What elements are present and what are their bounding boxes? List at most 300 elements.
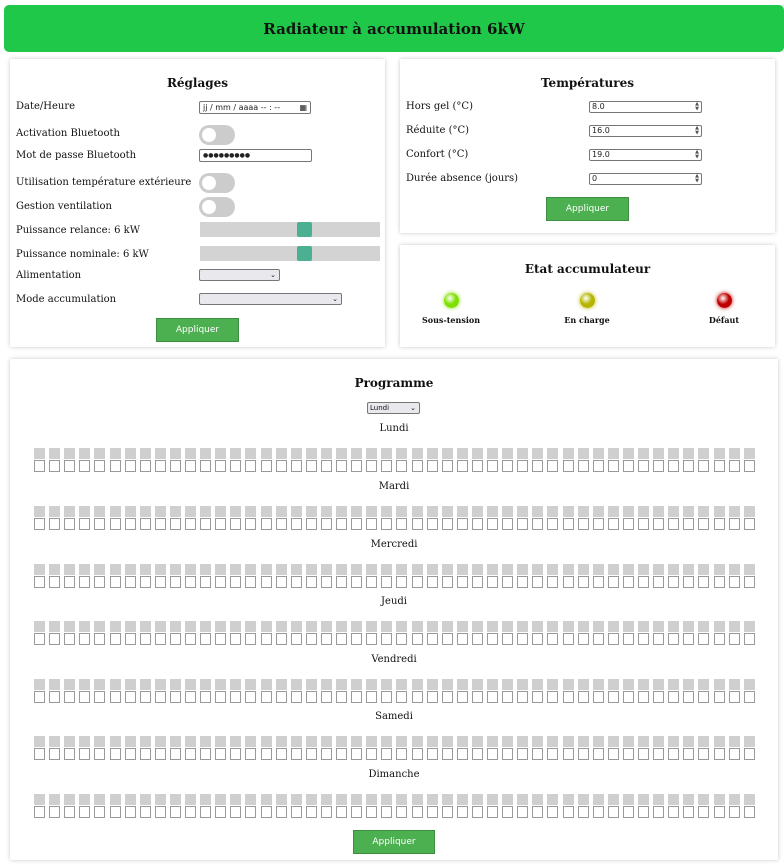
slot-toggle[interactable] <box>714 794 725 805</box>
schedule-slot[interactable] <box>396 564 407 588</box>
slot-toggle[interactable] <box>185 794 196 805</box>
schedule-slot[interactable] <box>94 564 105 588</box>
slot-toggle[interactable] <box>185 448 196 459</box>
slot-checkbox[interactable] <box>714 633 725 645</box>
slot-checkbox[interactable] <box>276 691 287 703</box>
slot-checkbox[interactable] <box>291 460 302 472</box>
slot-checkbox[interactable] <box>34 633 45 645</box>
schedule-slot[interactable] <box>396 621 407 645</box>
schedule-slot[interactable] <box>306 621 317 645</box>
schedule-slot[interactable] <box>668 794 679 818</box>
slot-checkbox[interactable] <box>200 748 211 760</box>
slot-checkbox[interactable] <box>230 633 241 645</box>
slot-toggle[interactable] <box>547 448 558 459</box>
slot-toggle[interactable] <box>94 564 105 575</box>
schedule-slot[interactable] <box>351 679 362 703</box>
slot-toggle[interactable] <box>200 564 211 575</box>
slot-checkbox[interactable] <box>230 691 241 703</box>
slot-checkbox[interactable] <box>593 633 604 645</box>
slot-toggle[interactable] <box>683 794 694 805</box>
slot-checkbox[interactable] <box>487 691 498 703</box>
schedule-slot[interactable] <box>668 506 679 530</box>
slot-toggle[interactable] <box>230 794 241 805</box>
slot-checkbox[interactable] <box>321 518 332 530</box>
slot-toggle[interactable] <box>668 679 679 690</box>
slot-checkbox[interactable] <box>668 633 679 645</box>
schedule-slot[interactable] <box>34 448 45 472</box>
schedule-slot[interactable] <box>698 679 709 703</box>
slot-toggle[interactable] <box>638 564 649 575</box>
slot-toggle[interactable] <box>396 564 407 575</box>
slot-checkbox[interactable] <box>94 460 105 472</box>
slot-checkbox[interactable] <box>381 806 392 818</box>
schedule-slot[interactable] <box>155 564 166 588</box>
slot-checkbox[interactable] <box>321 633 332 645</box>
slot-toggle[interactable] <box>427 448 438 459</box>
slot-toggle[interactable] <box>698 679 709 690</box>
slot-toggle[interactable] <box>412 621 423 632</box>
schedule-slot[interactable] <box>49 736 60 760</box>
slot-checkbox[interactable] <box>608 518 619 530</box>
slot-toggle[interactable] <box>140 736 151 747</box>
schedule-slot[interactable] <box>49 679 60 703</box>
schedule-slot[interactable] <box>608 794 619 818</box>
slot-checkbox[interactable] <box>155 691 166 703</box>
slot-checkbox[interactable] <box>276 633 287 645</box>
slot-checkbox[interactable] <box>306 748 317 760</box>
slot-toggle[interactable] <box>563 506 574 517</box>
slot-toggle[interactable] <box>517 564 528 575</box>
slot-checkbox[interactable] <box>487 576 498 588</box>
slot-toggle[interactable] <box>351 506 362 517</box>
schedule-slot[interactable] <box>487 564 498 588</box>
schedule-slot[interactable] <box>215 736 226 760</box>
slot-checkbox[interactable] <box>291 806 302 818</box>
slot-checkbox[interactable] <box>261 806 272 818</box>
schedule-slot[interactable] <box>351 448 362 472</box>
calendar-icon[interactable]: ▦ <box>299 103 307 112</box>
slot-toggle[interactable] <box>170 736 181 747</box>
schedule-slot[interactable] <box>502 679 513 703</box>
slot-checkbox[interactable] <box>215 691 226 703</box>
slot-toggle[interactable] <box>472 736 483 747</box>
slot-checkbox[interactable] <box>155 748 166 760</box>
slot-checkbox[interactable] <box>714 691 725 703</box>
slot-checkbox[interactable] <box>336 691 347 703</box>
slot-checkbox[interactable] <box>306 691 317 703</box>
slot-toggle[interactable] <box>547 794 558 805</box>
schedule-slot[interactable] <box>442 621 453 645</box>
schedule-slot[interactable] <box>547 448 558 472</box>
slot-checkbox[interactable] <box>623 806 634 818</box>
schedule-slot[interactable] <box>638 448 649 472</box>
slot-toggle[interactable] <box>49 794 60 805</box>
schedule-slot[interactable] <box>79 448 90 472</box>
slot-toggle[interactable] <box>64 448 75 459</box>
slot-checkbox[interactable] <box>714 460 725 472</box>
slot-toggle[interactable] <box>668 448 679 459</box>
slot-toggle[interactable] <box>276 736 287 747</box>
slot-checkbox[interactable] <box>381 748 392 760</box>
slot-checkbox[interactable] <box>517 460 528 472</box>
slot-checkbox[interactable] <box>457 518 468 530</box>
slot-toggle[interactable] <box>261 736 272 747</box>
slot-checkbox[interactable] <box>472 460 483 472</box>
schedule-slot[interactable] <box>593 736 604 760</box>
slot-checkbox[interactable] <box>396 460 407 472</box>
slot-checkbox[interactable] <box>653 748 664 760</box>
slot-toggle[interactable] <box>653 621 664 632</box>
schedule-slot[interactable] <box>276 564 287 588</box>
schedule-slot[interactable] <box>638 621 649 645</box>
slot-toggle[interactable] <box>34 564 45 575</box>
slot-toggle[interactable] <box>683 679 694 690</box>
slot-checkbox[interactable] <box>593 518 604 530</box>
schedule-slot[interactable] <box>245 506 256 530</box>
slot-checkbox[interactable] <box>230 806 241 818</box>
slot-toggle[interactable] <box>472 564 483 575</box>
slot-toggle[interactable] <box>729 506 740 517</box>
slot-checkbox[interactable] <box>291 518 302 530</box>
slot-toggle[interactable] <box>261 679 272 690</box>
slot-checkbox[interactable] <box>683 518 694 530</box>
slot-checkbox[interactable] <box>110 748 121 760</box>
ventilation-toggle[interactable] <box>199 197 235 217</box>
slot-checkbox[interactable] <box>94 691 105 703</box>
schedule-slot[interactable] <box>155 736 166 760</box>
schedule-slot[interactable] <box>110 564 121 588</box>
schedule-slot[interactable] <box>412 736 423 760</box>
schedule-slot[interactable] <box>578 794 589 818</box>
slot-toggle[interactable] <box>623 564 634 575</box>
slot-checkbox[interactable] <box>170 806 181 818</box>
schedule-slot[interactable] <box>351 506 362 530</box>
spinner-icon[interactable]: ▲ ▼ <box>695 101 699 112</box>
slot-checkbox[interactable] <box>457 691 468 703</box>
slot-toggle[interactable] <box>291 736 302 747</box>
slot-toggle[interactable] <box>578 794 589 805</box>
schedule-slot[interactable] <box>291 564 302 588</box>
slot-checkbox[interactable] <box>396 806 407 818</box>
schedule-slot[interactable] <box>698 621 709 645</box>
schedule-slot[interactable] <box>396 794 407 818</box>
slot-checkbox[interactable] <box>170 748 181 760</box>
slot-checkbox[interactable] <box>245 806 256 818</box>
slot-checkbox[interactable] <box>623 691 634 703</box>
slot-toggle[interactable] <box>49 679 60 690</box>
slot-toggle[interactable] <box>321 564 332 575</box>
slot-toggle[interactable] <box>79 621 90 632</box>
schedule-slot[interactable] <box>366 448 377 472</box>
schedule-slot[interactable] <box>200 679 211 703</box>
slot-toggle[interactable] <box>472 506 483 517</box>
schedule-slot[interactable] <box>487 621 498 645</box>
slot-toggle[interactable] <box>412 679 423 690</box>
slot-toggle[interactable] <box>49 506 60 517</box>
slot-checkbox[interactable] <box>412 691 423 703</box>
slot-checkbox[interactable] <box>517 806 528 818</box>
schedule-slot[interactable] <box>125 564 136 588</box>
slot-toggle[interactable] <box>472 621 483 632</box>
slot-checkbox[interactable] <box>502 748 513 760</box>
slot-checkbox[interactable] <box>729 806 740 818</box>
slot-toggle[interactable] <box>653 448 664 459</box>
schedule-slot[interactable] <box>79 506 90 530</box>
slot-checkbox[interactable] <box>245 748 256 760</box>
slot-checkbox[interactable] <box>381 633 392 645</box>
slot-checkbox[interactable] <box>381 576 392 588</box>
slot-checkbox[interactable] <box>698 518 709 530</box>
schedule-slot[interactable] <box>608 506 619 530</box>
slot-toggle[interactable] <box>442 736 453 747</box>
slot-toggle[interactable] <box>563 564 574 575</box>
schedule-slot[interactable] <box>442 736 453 760</box>
schedule-slot[interactable] <box>729 621 740 645</box>
slot-toggle[interactable] <box>714 506 725 517</box>
slot-checkbox[interactable] <box>396 576 407 588</box>
slot-toggle[interactable] <box>321 621 332 632</box>
schedule-slot[interactable] <box>412 794 423 818</box>
slot-toggle[interactable] <box>49 448 60 459</box>
slot-checkbox[interactable] <box>125 691 136 703</box>
slot-checkbox[interactable] <box>261 691 272 703</box>
schedule-slot[interactable] <box>261 564 272 588</box>
slot-checkbox[interactable] <box>49 576 60 588</box>
slot-checkbox[interactable] <box>668 691 679 703</box>
schedule-slot[interactable] <box>94 506 105 530</box>
slot-toggle[interactable] <box>215 564 226 575</box>
schedule-slot[interactable] <box>336 794 347 818</box>
slot-checkbox[interactable] <box>336 518 347 530</box>
slot-checkbox[interactable] <box>563 633 574 645</box>
schedule-slot[interactable] <box>125 448 136 472</box>
schedule-slot[interactable] <box>306 794 317 818</box>
slot-toggle[interactable] <box>366 621 377 632</box>
schedule-slot[interactable] <box>381 564 392 588</box>
schedule-slot[interactable] <box>306 448 317 472</box>
schedule-slot[interactable] <box>140 679 151 703</box>
slot-checkbox[interactable] <box>230 460 241 472</box>
slot-toggle[interactable] <box>427 736 438 747</box>
slot-checkbox[interactable] <box>351 518 362 530</box>
slot-checkbox[interactable] <box>79 806 90 818</box>
slot-checkbox[interactable] <box>427 518 438 530</box>
slot-toggle[interactable] <box>79 506 90 517</box>
schedule-slot[interactable] <box>170 736 181 760</box>
slot-toggle[interactable] <box>155 564 166 575</box>
slot-checkbox[interactable] <box>608 576 619 588</box>
slot-toggle[interactable] <box>683 506 694 517</box>
slot-toggle[interactable] <box>698 564 709 575</box>
slot-checkbox[interactable] <box>49 460 60 472</box>
slot-toggle[interactable] <box>517 621 528 632</box>
schedule-slot[interactable] <box>623 621 634 645</box>
schedule-slot[interactable] <box>306 564 317 588</box>
schedule-slot[interactable] <box>276 794 287 818</box>
slot-toggle[interactable] <box>578 679 589 690</box>
schedule-slot[interactable] <box>457 679 468 703</box>
schedule-slot[interactable] <box>593 621 604 645</box>
slot-toggle[interactable] <box>487 679 498 690</box>
schedule-slot[interactable] <box>427 736 438 760</box>
schedule-slot[interactable] <box>64 794 75 818</box>
slot-checkbox[interactable] <box>291 748 302 760</box>
slot-toggle[interactable] <box>366 506 377 517</box>
slot-toggle[interactable] <box>532 448 543 459</box>
slot-checkbox[interactable] <box>94 576 105 588</box>
slot-toggle[interactable] <box>427 621 438 632</box>
slot-toggle[interactable] <box>502 679 513 690</box>
slot-toggle[interactable] <box>64 736 75 747</box>
schedule-slot[interactable] <box>34 679 45 703</box>
schedule-slot[interactable] <box>457 794 468 818</box>
schedule-slot[interactable] <box>64 736 75 760</box>
slot-toggle[interactable] <box>261 448 272 459</box>
slot-toggle[interactable] <box>381 621 392 632</box>
schedule-slot[interactable] <box>578 621 589 645</box>
schedule-slot[interactable] <box>698 448 709 472</box>
schedule-slot[interactable] <box>593 564 604 588</box>
slot-checkbox[interactable] <box>638 518 649 530</box>
mode-select[interactable] <box>199 293 342 305</box>
slot-checkbox[interactable] <box>427 576 438 588</box>
schedule-slot[interactable] <box>64 506 75 530</box>
slot-toggle[interactable] <box>245 621 256 632</box>
slot-checkbox[interactable] <box>563 691 574 703</box>
slot-checkbox[interactable] <box>714 748 725 760</box>
schedule-slot[interactable] <box>125 794 136 818</box>
schedule-slot[interactable] <box>472 794 483 818</box>
slot-toggle[interactable] <box>34 621 45 632</box>
schedule-slot[interactable] <box>532 621 543 645</box>
ext-temp-toggle[interactable] <box>199 173 235 193</box>
schedule-slot[interactable] <box>683 448 694 472</box>
slot-toggle[interactable] <box>578 448 589 459</box>
slot-checkbox[interactable] <box>110 691 121 703</box>
slot-checkbox[interactable] <box>215 460 226 472</box>
schedule-slot[interactable] <box>79 679 90 703</box>
slot-checkbox[interactable] <box>668 518 679 530</box>
slot-checkbox[interactable] <box>125 576 136 588</box>
slot-checkbox[interactable] <box>578 460 589 472</box>
schedule-slot[interactable] <box>608 564 619 588</box>
slot-checkbox[interactable] <box>336 576 347 588</box>
slot-checkbox[interactable] <box>34 806 45 818</box>
slot-toggle[interactable] <box>547 621 558 632</box>
schedule-slot[interactable] <box>593 794 604 818</box>
schedule-slot[interactable] <box>547 736 558 760</box>
slot-toggle[interactable] <box>200 679 211 690</box>
slot-checkbox[interactable] <box>245 576 256 588</box>
schedule-slot[interactable] <box>49 564 60 588</box>
slot-toggle[interactable] <box>698 448 709 459</box>
schedule-slot[interactable] <box>744 679 755 703</box>
slot-checkbox[interactable] <box>276 460 287 472</box>
schedule-slot[interactable] <box>185 621 196 645</box>
schedule-slot[interactable] <box>683 736 694 760</box>
slot-toggle[interactable] <box>351 564 362 575</box>
slot-toggle[interactable] <box>457 679 468 690</box>
slot-checkbox[interactable] <box>442 576 453 588</box>
slot-checkbox[interactable] <box>714 518 725 530</box>
slot-checkbox[interactable] <box>336 748 347 760</box>
slot-checkbox[interactable] <box>200 806 211 818</box>
schedule-slot[interactable] <box>517 564 528 588</box>
slot-checkbox[interactable] <box>200 460 211 472</box>
slot-toggle[interactable] <box>744 506 755 517</box>
slot-checkbox[interactable] <box>698 691 709 703</box>
slot-toggle[interactable] <box>412 794 423 805</box>
schedule-slot[interactable] <box>638 794 649 818</box>
slot-checkbox[interactable] <box>49 806 60 818</box>
slot-checkbox[interactable] <box>64 460 75 472</box>
slot-toggle[interactable] <box>125 506 136 517</box>
slot-toggle[interactable] <box>396 679 407 690</box>
schedule-slot[interactable] <box>140 736 151 760</box>
schedule-slot[interactable] <box>49 621 60 645</box>
schedule-slot[interactable] <box>653 621 664 645</box>
slot-toggle[interactable] <box>457 564 468 575</box>
slot-toggle[interactable] <box>170 506 181 517</box>
slot-toggle[interactable] <box>578 621 589 632</box>
slot-checkbox[interactable] <box>457 806 468 818</box>
slot-toggle[interactable] <box>608 564 619 575</box>
slot-toggle[interactable] <box>381 679 392 690</box>
slot-checkbox[interactable] <box>623 460 634 472</box>
slot-toggle[interactable] <box>79 564 90 575</box>
schedule-slot[interactable] <box>698 506 709 530</box>
slot-toggle[interactable] <box>200 621 211 632</box>
slot-checkbox[interactable] <box>215 633 226 645</box>
slot-checkbox[interactable] <box>125 518 136 530</box>
slot-toggle[interactable] <box>457 621 468 632</box>
slot-toggle[interactable] <box>230 679 241 690</box>
slot-toggle[interactable] <box>276 679 287 690</box>
schedule-slot[interactable] <box>668 621 679 645</box>
datetime-input[interactable] <box>199 101 311 114</box>
slot-checkbox[interactable] <box>185 691 196 703</box>
slot-checkbox[interactable] <box>744 576 755 588</box>
schedule-slot[interactable] <box>245 794 256 818</box>
slot-toggle[interactable] <box>49 564 60 575</box>
schedule-slot[interactable] <box>381 679 392 703</box>
slot-toggle[interactable] <box>336 448 347 459</box>
slot-toggle[interactable] <box>472 448 483 459</box>
slot-toggle[interactable] <box>442 794 453 805</box>
schedule-slot[interactable] <box>744 736 755 760</box>
schedule-slot[interactable] <box>532 736 543 760</box>
slot-checkbox[interactable] <box>110 633 121 645</box>
schedule-slot[interactable] <box>442 448 453 472</box>
program-apply-button[interactable]: Appliquer <box>353 830 435 854</box>
slot-checkbox[interactable] <box>729 460 740 472</box>
slot-toggle[interactable] <box>623 736 634 747</box>
schedule-slot[interactable] <box>683 679 694 703</box>
slot-toggle[interactable] <box>261 621 272 632</box>
slot-toggle[interactable] <box>140 621 151 632</box>
schedule-slot[interactable] <box>578 506 589 530</box>
slot-checkbox[interactable] <box>563 806 574 818</box>
slot-checkbox[interactable] <box>744 691 755 703</box>
schedule-slot[interactable] <box>185 448 196 472</box>
slot-toggle[interactable] <box>200 448 211 459</box>
slot-checkbox[interactable] <box>457 633 468 645</box>
slot-toggle[interactable] <box>729 679 740 690</box>
schedule-slot[interactable] <box>396 506 407 530</box>
slot-toggle[interactable] <box>412 736 423 747</box>
schedule-slot[interactable] <box>155 448 166 472</box>
slot-toggle[interactable] <box>744 564 755 575</box>
